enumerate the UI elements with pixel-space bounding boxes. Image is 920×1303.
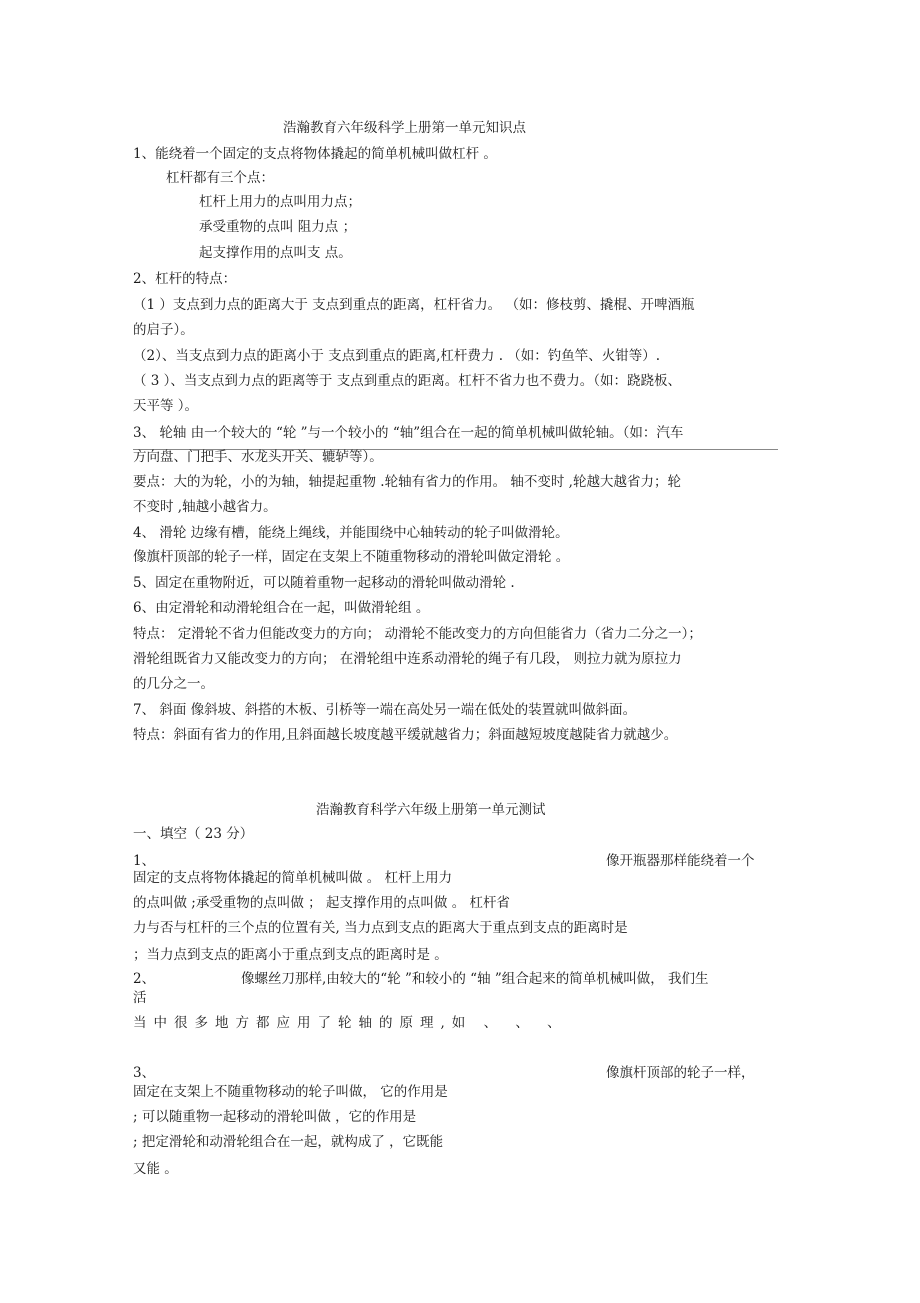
notes-line-13: 方向盘、门把手、水龙头开关、辘轳等）。	[133, 449, 383, 465]
notes-line-19: 6、由定滑轮和动滑轮组合在一起，叫做滑轮组 。	[133, 600, 430, 616]
notes-line-1: 1、能绕着一个固定的支点将物体撬起的简单机械叫做杠杆 。	[133, 146, 497, 162]
notes-line-24: 特点：斜面有省力的作用,且斜面越长坡度越平缓就越省力；斜面越短坡度越陡省力就越少。	[133, 727, 678, 743]
test-title: 浩瀚教育科学六年级上册第一单元测试	[316, 802, 546, 818]
q2-text: 像螺丝刀那样,由较大的“轮 ”和较小的 “轴 ”组合起来的简单机械叫做， 我们生	[241, 971, 709, 987]
notes-line-9: （2）、当支点到力点的距离小于 支点到重点的距离,杠杆费力 . （如：钓鱼竿、火钳等）.	[133, 348, 661, 364]
notes-line-22: 的几分之一。	[133, 676, 214, 692]
q3-right-text: 像旗杆顶部的轮子一样，	[606, 1065, 755, 1081]
notes-line-14: 要点：大的为轮，小的为轴，轴提起重物 .轮轴有省力的作用。 轴不变时 ,轮越大越省力；轮	[133, 474, 681, 490]
notes-line-3: 杠杆上用力的点叫用力点；	[199, 194, 361, 210]
section-heading: 一、填空（ 23 分）	[133, 826, 254, 842]
q1-line-3: 力与否与杠杆的三个点的位置有关, 当力点到支点的距离大于重点到支点的距离时是	[133, 920, 628, 936]
q1-line-2: 的点叫做 ;承受重物的点叫做 ； 起支撑作用的点叫做 。 杠杆省	[133, 895, 511, 911]
q2-wrap: 活	[133, 990, 147, 1006]
notes-line-16: 4、 滑轮 边缘有槽，能绕上绳线，并能围绕中心轴转动的轮子叫做滑轮。	[133, 525, 569, 541]
q3-number: 3、	[133, 1065, 156, 1081]
notes-line-21: 滑轮组既省力又能改变力的方向； 在滑轮组中连系动滑轮的绳子有几段， 则拉力就为原拉力	[133, 651, 682, 667]
notes-line-2: 杠杆都有三个点：	[166, 170, 274, 186]
q2-line-2: 当中很多地方都应用了轮轴的原理,如 、 、 、	[133, 1015, 568, 1031]
q2-number: 2、	[133, 971, 156, 987]
q3-line-3: ; 把定滑轮和动滑轮组合在一起，就构成了 ，它既能	[133, 1134, 444, 1150]
notes-line-18: 5、固定在重物附近，可以随着重物一起移动的滑轮叫做动滑轮 .	[133, 575, 515, 591]
notes-line-10: （ 3 ）、当支点到力点的距离等于 支点到重点的距离。杠杆不省力也不费力。（如：跷跷板、	[133, 373, 681, 389]
q3-line-4: 又能 。	[133, 1161, 178, 1177]
q1-right-text: 像开瓶器那样能绕着一个	[606, 853, 755, 869]
notes-line-7: （1 ）支点到力点的距离大于 支点到重点的距离，杠杆省力。 （如：修枝剪、撬棍、开啤酒瓶	[133, 297, 695, 313]
q1-number: 1、	[133, 853, 156, 869]
notes-line-4: 承受重物的点叫 阻力点 ；	[199, 219, 357, 235]
q3-line-1: 固定在支架上不随重物移动的轮子叫做， 它的作用是	[133, 1084, 448, 1100]
notes-line-5: 起支撑作用的点叫支 点。	[199, 245, 352, 261]
q1-line-4: ；当力点到支点的距离小于重点到支点的距离时是 。	[133, 947, 448, 963]
notes-line-15: 不变时 ,轴越小越省力。	[133, 499, 277, 515]
q1-line-1: 固定的支点将物体撬起的简单机械叫做 。 杠杆上用力	[133, 870, 453, 886]
notes-line-20: 特点： 定滑轮不省力但能改变力的方向； 动滑轮不能改变力的方向但能省力（省力二分之一）；	[133, 626, 702, 642]
notes-line-23: 7、 斜面 像斜坡、斜搭的木板、引桥等一端在高处另一端在低处的装置就叫做斜面。	[133, 702, 637, 718]
notes-line-6: 2、杠杆的特点：	[133, 271, 237, 287]
notes-line-8: 的启子）。	[133, 322, 194, 338]
notes-line-11: 天平等 ）。	[133, 398, 199, 414]
notes-line-12: 3、 轮轴 由一个较大的 “轮 ”与一个较小的 “轴”组合在一起的简单机械叫做轮轴。（如：汽车	[133, 425, 684, 441]
q3-line-2: ; 可以随重物一起移动的滑轮叫做 ，它的作用是	[133, 1109, 417, 1125]
notes-line-17: 像旗杆顶部的轮子一样，固定在支架上不随重物移动的滑轮叫做定滑轮 。	[133, 549, 570, 565]
notes-title: 浩瀚教育六年级科学上册第一单元知识点	[283, 120, 526, 136]
